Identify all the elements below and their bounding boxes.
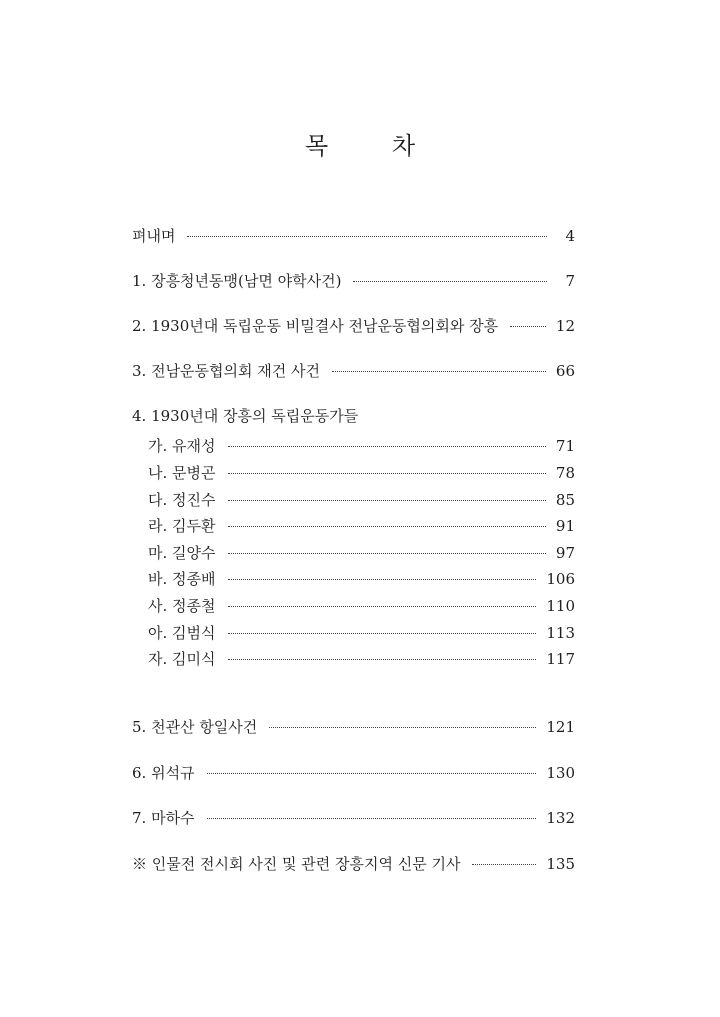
toc-entry-chapter-6[interactable] <box>132 763 575 783</box>
toc-entry-label: 2. 1930년대 독립운동 비밀결사 전남운동협의회와 장흥 <box>132 317 499 335</box>
toc-entry-page: 85 <box>555 491 575 509</box>
toc-entry-page: 106 <box>546 570 575 588</box>
toc-entry-label: 아. 김범식 <box>148 624 216 642</box>
toc-subentry[interactable] <box>148 649 575 669</box>
dot-leader <box>228 446 546 447</box>
toc-entry-label: 펴내며 <box>132 227 176 245</box>
toc-entry-page: 117 <box>546 650 575 668</box>
toc-entry-page: 135 <box>546 855 575 873</box>
toc-entry-page: 130 <box>546 764 575 782</box>
toc-entry-label: 나. 문병곤 <box>148 464 216 482</box>
toc-entry-label: 6. 위석규 <box>132 764 195 782</box>
dot-leader <box>207 773 537 774</box>
toc-entry-page: 78 <box>555 464 575 482</box>
dot-leader <box>228 606 537 607</box>
toc-entry-label: 마. 길양수 <box>148 544 216 562</box>
toc-entry-page: 7 <box>565 272 575 290</box>
page-title: 목 차 <box>305 132 443 160</box>
toc-entry-page: 132 <box>546 809 575 827</box>
dot-leader <box>332 371 546 372</box>
toc-subentry[interactable] <box>148 516 575 536</box>
toc-subentry[interactable] <box>148 463 575 483</box>
toc-subentry[interactable] <box>148 596 575 616</box>
toc-entry-preface[interactable] <box>132 226 575 246</box>
toc-entry-page: 121 <box>546 718 575 736</box>
toc-entry-page: 66 <box>555 362 575 380</box>
toc-entry-page: 113 <box>546 624 575 642</box>
toc-entry-page: 12 <box>555 317 575 335</box>
toc-entry-page: 71 <box>555 437 575 455</box>
toc-entry-label: 자. 김미식 <box>148 650 216 668</box>
toc-entry-label: 라. 김두환 <box>148 517 216 535</box>
toc-entry-label: 1. 장흥청년동맹(남면 야학사건) <box>132 272 342 290</box>
toc-entry-label: 7. 마하수 <box>132 809 195 827</box>
toc-entry-chapter-2[interactable] <box>132 316 575 336</box>
dot-leader <box>269 727 536 728</box>
dot-leader <box>353 281 547 282</box>
dot-leader <box>228 526 546 527</box>
dot-leader <box>228 500 546 501</box>
toc-subentry[interactable] <box>148 490 575 510</box>
toc-entry-label: 3. 전남운동협의회 재건 사건 <box>132 362 321 380</box>
toc-entry-label: 다. 정진수 <box>148 491 216 509</box>
toc-entry-label: 바. 정종배 <box>148 570 216 588</box>
toc-entry-label: ※ 인물전 전시회 사진 및 관련 장흥지역 신문 기사 <box>132 855 461 873</box>
toc-entry-page: 97 <box>555 544 575 562</box>
toc-entry-page: 4 <box>565 227 575 245</box>
dot-leader <box>207 818 537 819</box>
toc-entry-chapter-7[interactable] <box>132 808 575 828</box>
toc-entry-page: 91 <box>555 517 575 535</box>
toc-subentry[interactable] <box>148 543 575 563</box>
toc-subentry[interactable] <box>148 436 575 456</box>
dot-leader <box>228 473 546 474</box>
toc-entry-label: 가. 유재성 <box>148 437 216 455</box>
toc-subentry[interactable] <box>148 623 575 643</box>
dot-leader <box>510 326 546 327</box>
toc-entry-label: 사. 정종철 <box>148 597 216 615</box>
dot-leader <box>472 864 536 865</box>
toc-entry-appendix[interactable] <box>132 854 575 874</box>
toc-section-heading-4[interactable]: 4. 1930년대 장흥의 독립운동가들 <box>132 407 359 425</box>
dot-leader <box>228 633 537 634</box>
toc-entry-page: 110 <box>546 597 575 615</box>
dot-leader <box>228 553 546 554</box>
toc-entry-chapter-5[interactable] <box>132 717 575 737</box>
toc-entry-chapter-3[interactable] <box>132 361 575 381</box>
dot-leader <box>187 236 547 237</box>
toc-entry-chapter-1[interactable] <box>132 271 575 291</box>
toc-entry-label: 5. 천관산 항일사건 <box>132 718 258 736</box>
dot-leader <box>228 659 537 660</box>
toc-subentry[interactable] <box>148 569 575 589</box>
dot-leader <box>228 579 537 580</box>
